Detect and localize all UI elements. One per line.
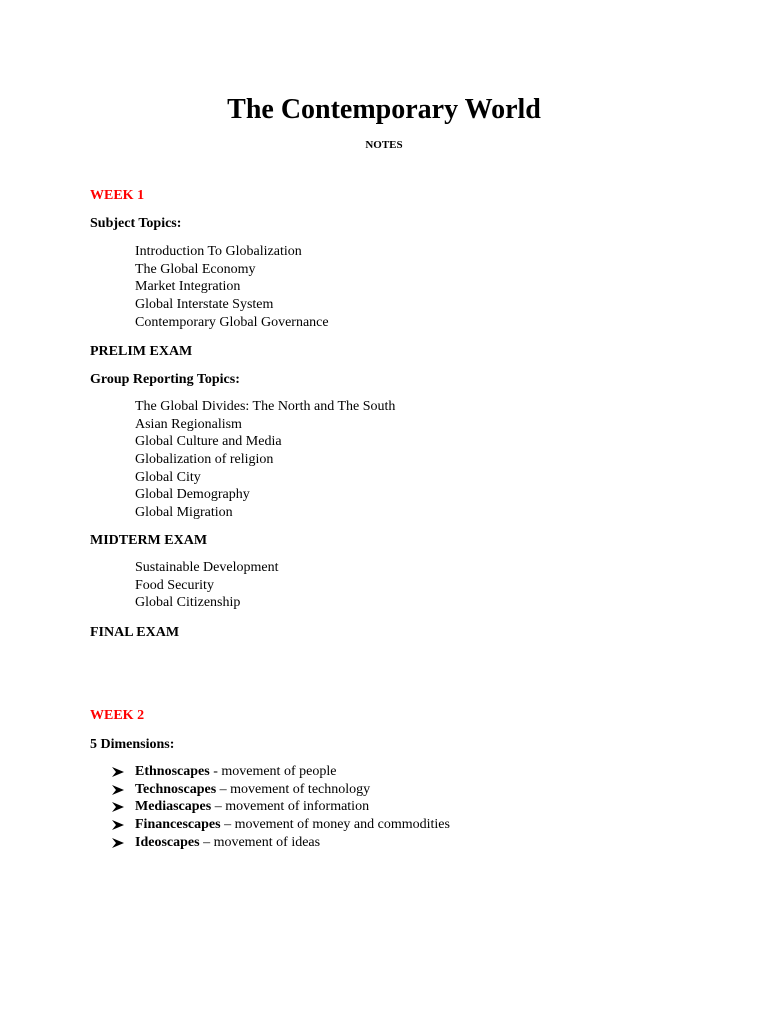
week2-heading: WEEK 2 [90,708,145,723]
arrowhead-bullet-icon [112,785,124,795]
document-page: The Contemporary World NOTES WEEK 1 Subject Topics: Introduction To Globalization The Global Economy Market Integration Global Interstate System Contemporary Global Governance PRELIM EXAM Group Reporting Topics: The Global Divides: The North and The South Asian Regionalism Global Culture and Media Globalization of religion Global City Global Demography Global Migration MIDTERM EXAM Sustainable Development Food Security Global Citizenship FINAL EXAM WEEK 2 5 Dimensions: Ethnoscapes - movement of people Technoscapes – movement of technology Mediascapes – movement of information Financescapes – movement of money and commodities Ideoscapes – movement of ideas [0,0,768,1024]
arrowhead-bullet-icon [112,820,124,830]
arrowhead-bullet-icon [112,838,124,848]
subject-topics-label: Subject Topics: [90,216,182,231]
week1-heading: WEEK 1 [90,188,145,203]
midterm-exam-heading: MIDTERM EXAM [90,533,208,548]
arrowhead-bullet-icon [112,767,124,777]
dimensions-label: 5 Dimensions: [90,737,175,752]
group-reporting-label: Group Reporting Topics: [90,372,240,387]
page-title: The Contemporary World [227,94,541,125]
page-subtitle: NOTES [365,139,403,151]
final-exam-heading: FINAL EXAM [90,625,180,640]
arrowhead-bullet-icon [112,802,124,812]
prelim-exam-heading: PRELIM EXAM [90,344,193,359]
